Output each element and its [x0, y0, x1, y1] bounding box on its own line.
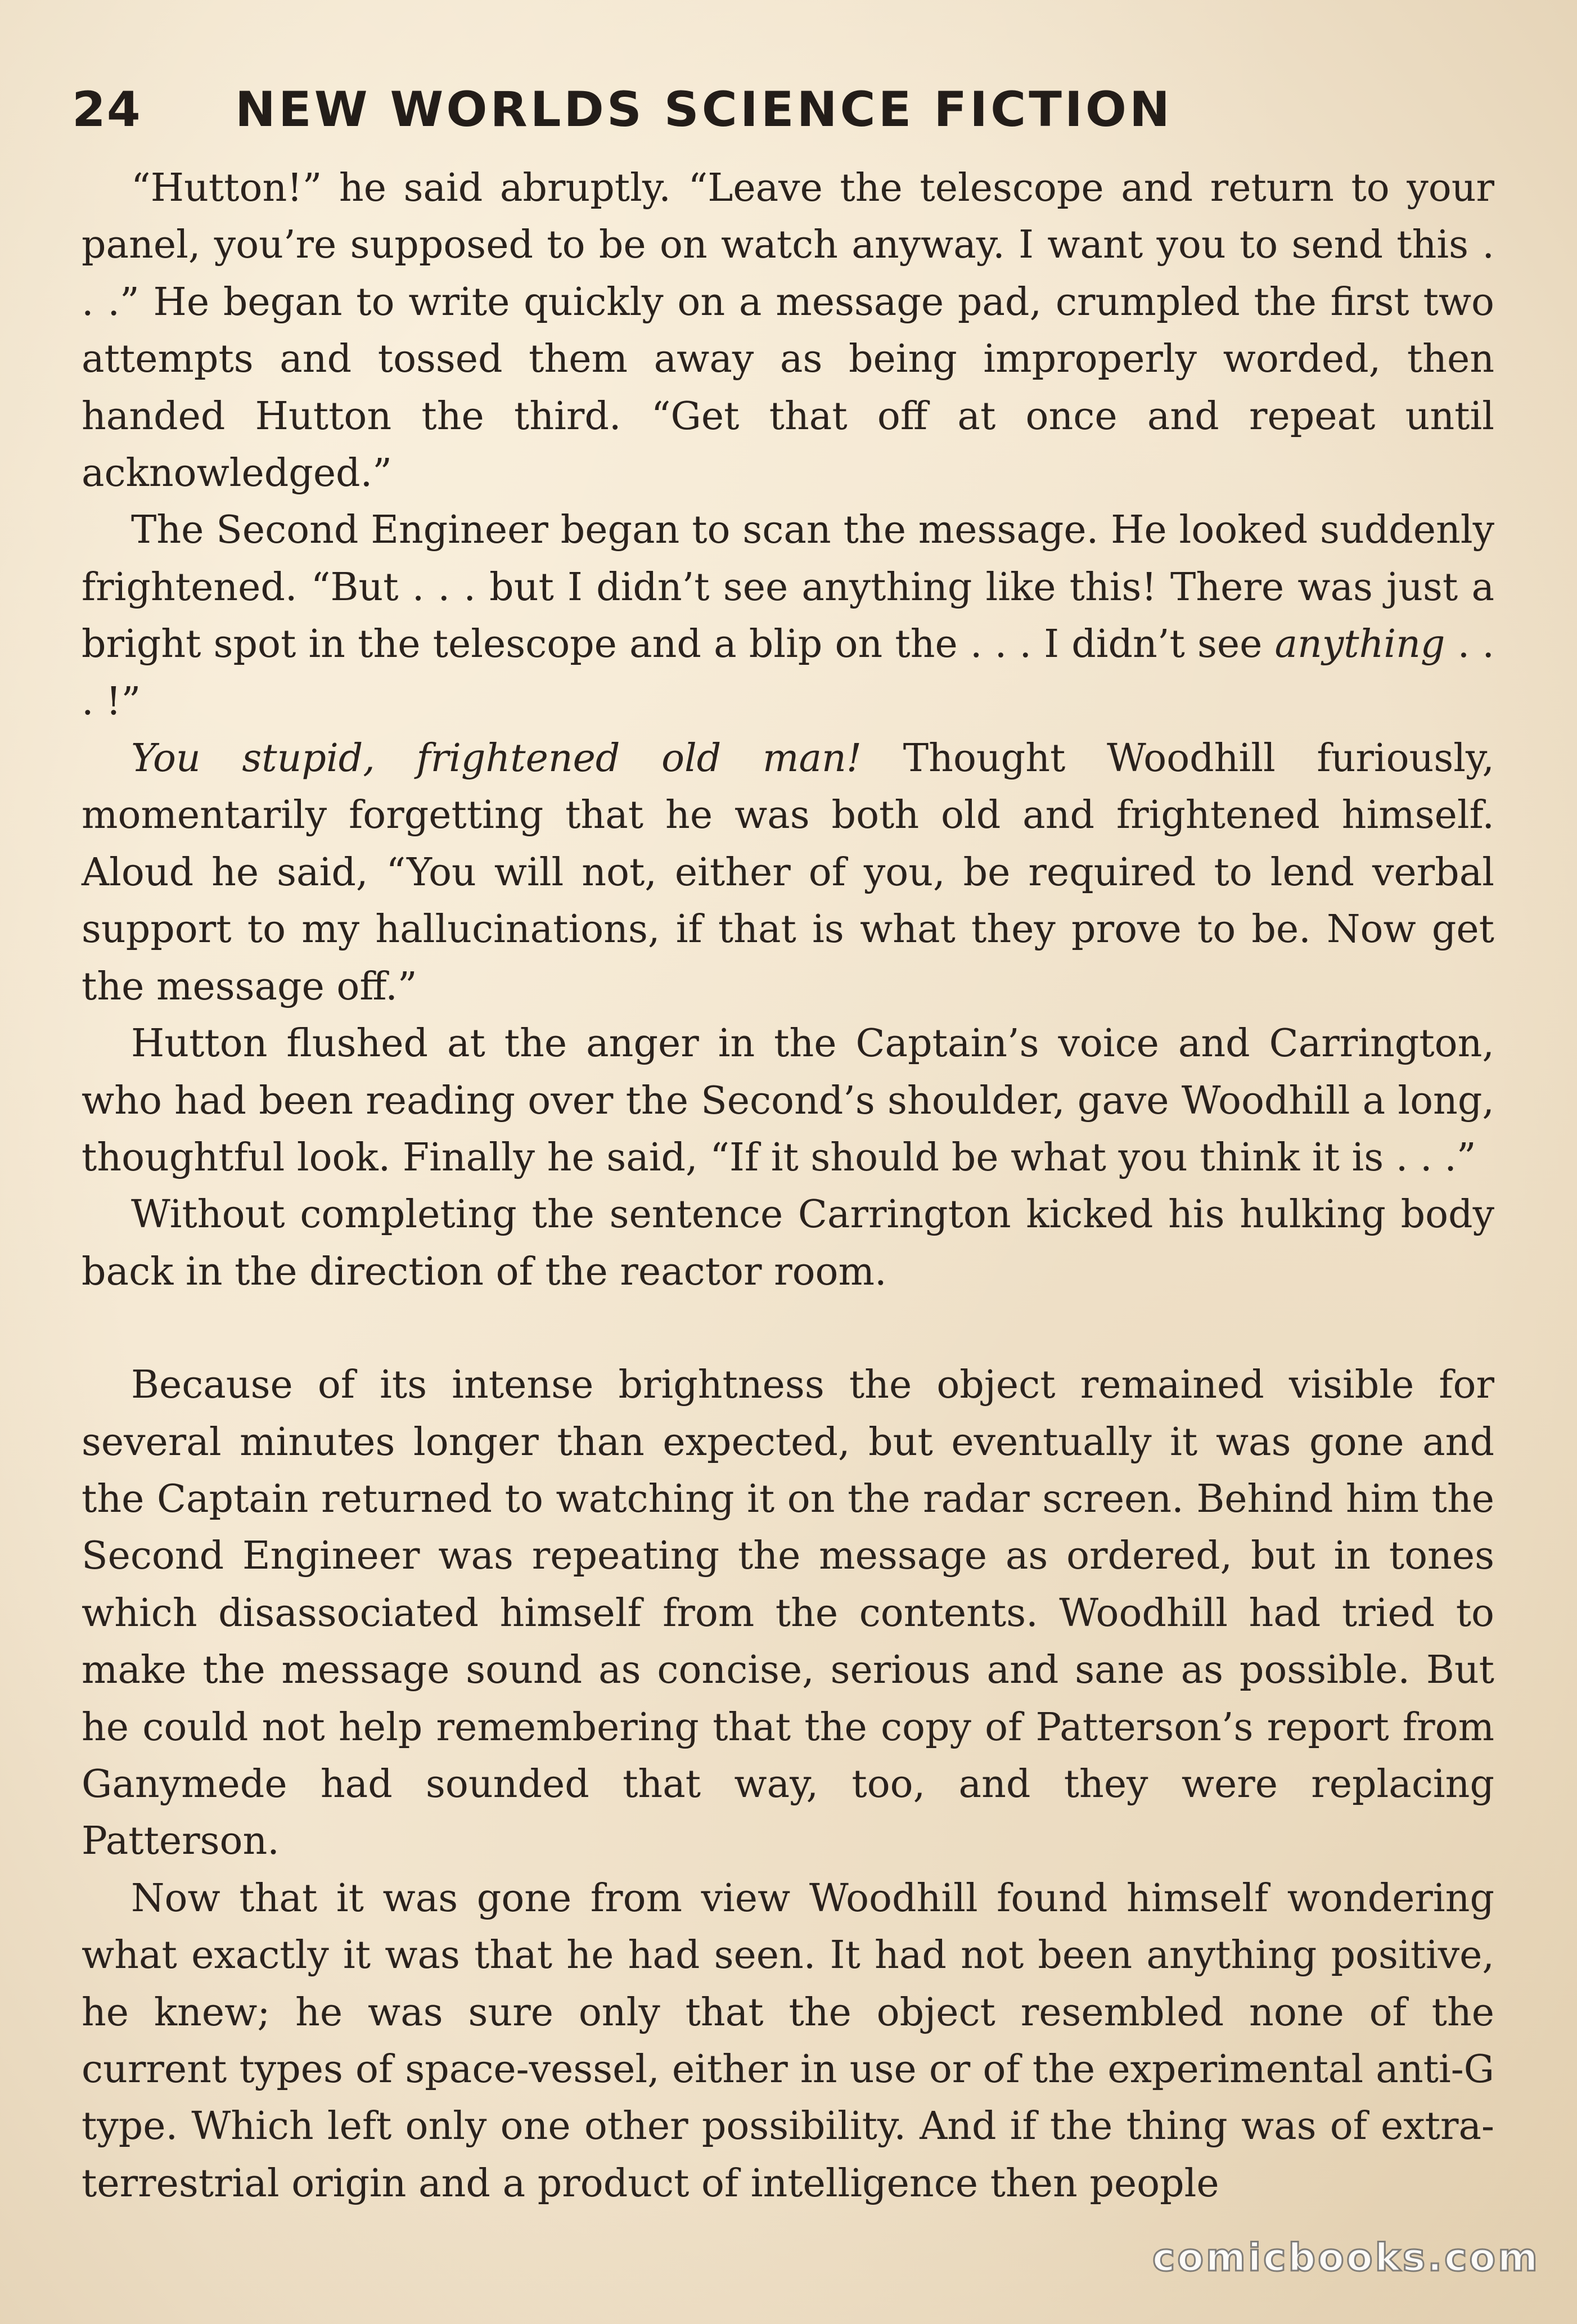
text-run: Because of its intense brightness the object remained visible for several minutes longer than expected, but eventually it was gone and the Captain returned to watching it on the radar screen. Behind him the Second Engineer was repeating the message as ordered, but in tones which disassociated himself from the contents. Woodhill had tried to make the message sound as concise, serious and sane as possible. But he could not help remembering that the copy of Patterson’s report from Ganymede had sounded that way, too, and they were replacing Patterson. — [82, 1363, 1494, 1864]
italic-text-run: anything — [1274, 622, 1445, 667]
text-run: . . . !” — [82, 622, 1494, 724]
paragraph — [82, 1870, 1494, 2212]
text-run: Hutton flushed at the anger in the Captain’s voice and Carrington, who had been reading over the Second’s shoulder, gave Woodhill a long, thoughtful look. Finally he said, “If it should be what you think it is . . .” — [82, 1021, 1494, 1180]
text-run: “Hutton!” he said abruptly. “Leave the telescope and return to your panel, you’re supposed to be on watch anyway. I want you to send this . . .” He began to write quickly on a message pad, crumpled the first two attempts and tossed them away as being improperly worded, then handed Hutton the third. “Get that off at once and repeat until acknowledged.” — [82, 166, 1494, 496]
text-run: Without completing the sentence Carrington kicked his hulking body back in the direction of the reactor room. — [82, 1192, 1494, 1294]
paragraph — [82, 160, 1494, 502]
paragraph — [82, 730, 1494, 1015]
paragraph — [82, 1357, 1494, 1870]
italic-text-run: You stupid, frightened old man! — [131, 736, 862, 781]
paragraph — [82, 1186, 1494, 1300]
section-break — [82, 1300, 1494, 1357]
text-run: Now that it was gone from view Woodhill found himself wondering what exactly it was that he had seen. It had not been anything positive, he knew; he was sure only that the object resembled none of the current types of space-vessel, either in use or of the experimental anti-G type. Which left only one other possibility. And if the thing was of extra-terrestrial origin and a product of intelligence then people — [82, 1876, 1494, 2206]
text-run: Thought Woodhill furiously, momentarily forgetting that he was both old and frightened himself. Aloud he said, “You will not, either of you, be required to lend verbal support to my hallucinations, if that is what they prove to be. Now get the message off.” — [82, 736, 1494, 1009]
watermark-text: comicbooks.com — [1152, 2236, 1540, 2280]
paragraph — [82, 502, 1494, 730]
page-number: 24 — [72, 82, 142, 138]
running-title: NEW WORLDS SCIENCE FICTION — [235, 82, 1173, 138]
paragraph — [82, 1015, 1494, 1186]
story-text — [82, 160, 1494, 2212]
text-run: The Second Engineer began to scan the message. He looked suddenly frightened. “But . . . but I didn’t see anything like this! There was just a bright spot in the telescope and a blip on the . . . I didn’t see — [82, 508, 1494, 667]
page-header — [72, 79, 1173, 141]
